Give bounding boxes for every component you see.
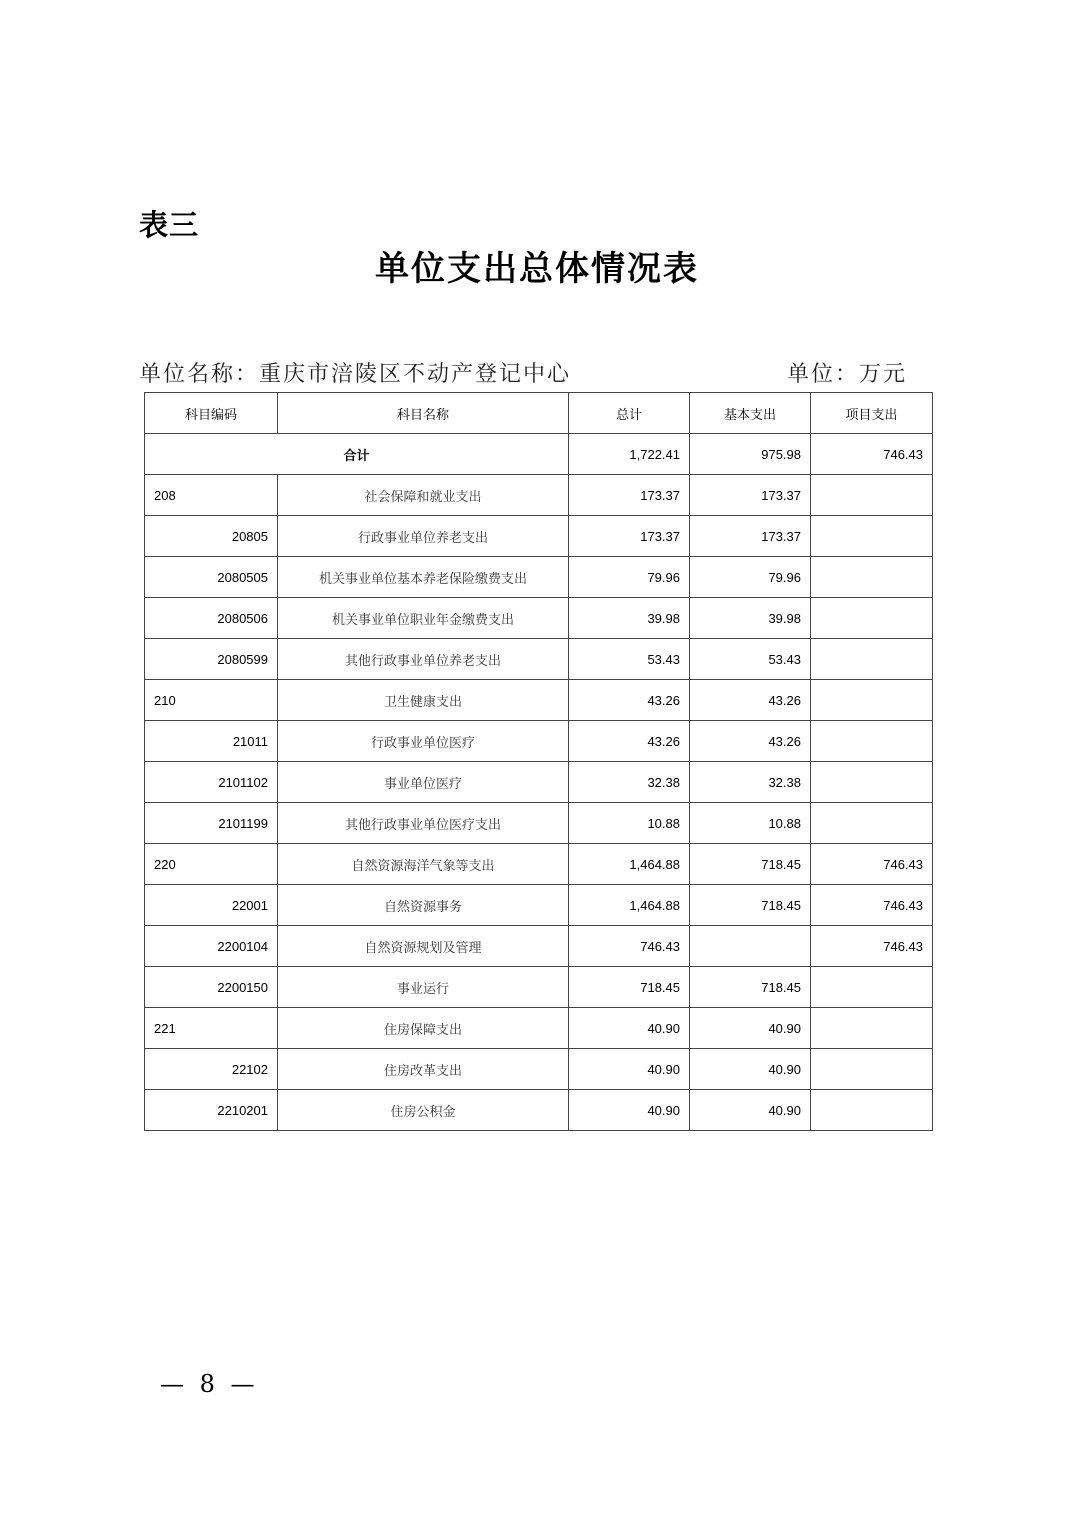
row-code: 210 xyxy=(145,680,278,721)
table-row xyxy=(145,926,933,967)
row-name: 自然资源事务 xyxy=(278,885,569,926)
row-basic: 173.37 xyxy=(690,516,811,557)
row-name: 行政事业单位医疗 xyxy=(278,721,569,762)
row-name: 住房改革支出 xyxy=(278,1049,569,1090)
row-basic: 79.96 xyxy=(690,557,811,598)
row-total: 40.90 xyxy=(569,1049,690,1090)
row-project: 746.43 xyxy=(811,885,933,926)
table-row xyxy=(145,1049,933,1090)
unit-info-line xyxy=(139,357,907,389)
row-total: 1,464.88 xyxy=(569,885,690,926)
row-name: 社会保障和就业支出 xyxy=(278,475,569,516)
row-name: 自然资源规划及管理 xyxy=(278,926,569,967)
row-basic: 10.88 xyxy=(690,803,811,844)
row-total: 40.90 xyxy=(569,1090,690,1131)
row-name: 事业运行 xyxy=(278,967,569,1008)
row-name: 事业单位医疗 xyxy=(278,762,569,803)
row-total: 173.37 xyxy=(569,516,690,557)
row-code: 2080599 xyxy=(145,639,278,680)
row-name: 卫生健康支出 xyxy=(278,680,569,721)
table-row xyxy=(145,885,933,926)
row-code: 2210201 xyxy=(145,1090,278,1131)
row-code: 208 xyxy=(145,475,278,516)
row-code: 221 xyxy=(145,1008,278,1049)
table-row xyxy=(145,598,933,639)
table-header-row xyxy=(145,393,933,434)
row-total: 43.26 xyxy=(569,680,690,721)
row-name: 住房保障支出 xyxy=(278,1008,569,1049)
row-project xyxy=(811,557,933,598)
row-total: 40.90 xyxy=(569,1008,690,1049)
row-basic: 718.45 xyxy=(690,967,811,1008)
column-header-name: 科目名称 xyxy=(278,393,569,434)
total-row xyxy=(145,434,933,475)
table-row xyxy=(145,516,933,557)
table-row xyxy=(145,844,933,885)
row-total: 1,464.88 xyxy=(569,844,690,885)
row-project xyxy=(811,516,933,557)
row-project: 746.43 xyxy=(811,844,933,885)
page-number: — 8 — xyxy=(160,1370,259,1398)
row-code: 2080506 xyxy=(145,598,278,639)
total-value: 1,722.41 xyxy=(569,434,690,475)
table-row xyxy=(145,639,933,680)
row-basic: 43.26 xyxy=(690,721,811,762)
table-row xyxy=(145,1008,933,1049)
row-code: 22102 xyxy=(145,1049,278,1090)
row-total: 746.43 xyxy=(569,926,690,967)
unit-name: 单位名称：重庆市涪陵区不动产登记中心 xyxy=(139,362,572,387)
row-code: 22001 xyxy=(145,885,278,926)
row-project xyxy=(811,803,933,844)
row-name: 住房公积金 xyxy=(278,1090,569,1131)
total-label: 合计 xyxy=(145,434,569,475)
row-name: 机关事业单位基本养老保险缴费支出 xyxy=(278,557,569,598)
page-title: 单位支出总体情况表 xyxy=(375,249,699,289)
row-basic: 43.26 xyxy=(690,680,811,721)
row-total: 39.98 xyxy=(569,598,690,639)
row-code: 2200104 xyxy=(145,926,278,967)
row-name: 其他行政事业单位养老支出 xyxy=(278,639,569,680)
table-row xyxy=(145,557,933,598)
total-project-value: 746.43 xyxy=(811,434,933,475)
table-row xyxy=(145,762,933,803)
total-basic-value: 975.98 xyxy=(690,434,811,475)
row-name: 机关事业单位职业年金缴费支出 xyxy=(278,598,569,639)
table-row xyxy=(145,1090,933,1131)
row-name: 行政事业单位养老支出 xyxy=(278,516,569,557)
row-code: 2200150 xyxy=(145,967,278,1008)
column-header-code: 科目编码 xyxy=(145,393,278,434)
row-code: 2101199 xyxy=(145,803,278,844)
row-total: 53.43 xyxy=(569,639,690,680)
row-basic: 40.90 xyxy=(690,1049,811,1090)
column-header-project: 项目支出 xyxy=(811,393,933,434)
row-project xyxy=(811,598,933,639)
row-basic: 40.90 xyxy=(690,1090,811,1131)
table-row xyxy=(145,475,933,516)
column-header-total: 总计 xyxy=(569,393,690,434)
row-project xyxy=(811,967,933,1008)
row-code: 220 xyxy=(145,844,278,885)
table-row xyxy=(145,803,933,844)
row-basic: 40.90 xyxy=(690,1008,811,1049)
row-basic: 53.43 xyxy=(690,639,811,680)
row-total: 79.96 xyxy=(569,557,690,598)
row-code: 2080505 xyxy=(145,557,278,598)
row-project xyxy=(811,1090,933,1131)
row-project xyxy=(811,475,933,516)
table-row xyxy=(145,721,933,762)
row-basic xyxy=(690,926,811,967)
row-project xyxy=(811,721,933,762)
row-project xyxy=(811,1008,933,1049)
column-header-basic: 基本支出 xyxy=(690,393,811,434)
row-basic: 718.45 xyxy=(690,885,811,926)
row-project xyxy=(811,1049,933,1090)
row-code: 21011 xyxy=(145,721,278,762)
row-total: 10.88 xyxy=(569,803,690,844)
currency-unit: 单位：万元 xyxy=(786,362,907,387)
row-code: 2101102 xyxy=(145,762,278,803)
row-total: 173.37 xyxy=(569,475,690,516)
row-code: 20805 xyxy=(145,516,278,557)
row-total: 718.45 xyxy=(569,967,690,1008)
row-project xyxy=(811,680,933,721)
table-row xyxy=(145,967,933,1008)
table-tag: 表三 xyxy=(139,208,200,242)
row-basic: 39.98 xyxy=(690,598,811,639)
row-total: 32.38 xyxy=(569,762,690,803)
row-basic: 718.45 xyxy=(690,844,811,885)
row-total: 43.26 xyxy=(569,721,690,762)
expenditure-table xyxy=(144,392,933,1131)
table-row xyxy=(145,680,933,721)
row-project: 746.43 xyxy=(811,926,933,967)
row-basic: 32.38 xyxy=(690,762,811,803)
row-project xyxy=(811,639,933,680)
row-basic: 173.37 xyxy=(690,475,811,516)
row-name: 自然资源海洋气象等支出 xyxy=(278,844,569,885)
row-project xyxy=(811,762,933,803)
row-name: 其他行政事业单位医疗支出 xyxy=(278,803,569,844)
